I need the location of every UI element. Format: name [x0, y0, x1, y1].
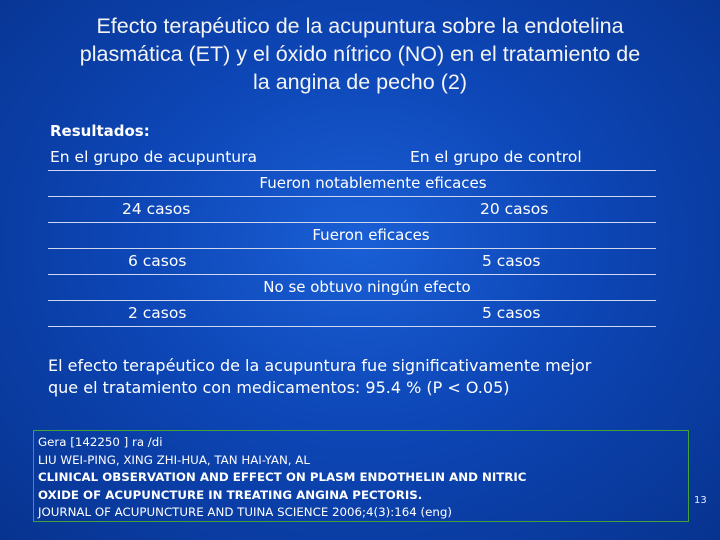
reference-title-line-2: OXIDE OF ACUPUNCTURE IN TREATING ANGINA PECTORIS. — [38, 487, 423, 502]
row-category-3: No se obtuvo ningún efecto — [263, 278, 471, 296]
divider-line — [48, 326, 656, 327]
column-header-acupuncture: En el grupo de acupuntura — [50, 148, 258, 166]
slide-title — [20, 12, 700, 96]
reference-title-line-1: CLINICAL OBSERVATION AND EFFECT ON PLASM ENDOTHELIN AND NITRIC — [38, 470, 527, 485]
row-1-control-value: 20 casos — [480, 200, 549, 218]
row-2-acupuncture-value: 6 casos — [128, 252, 187, 270]
row-category-1: Fueron notablemente eficaces — [259, 174, 487, 192]
conclusion-line-2: que el tratamiento con medicamentos: 95.4 % (P < O.05) — [48, 378, 510, 397]
title-line-3: la angina de pecho (2) — [253, 70, 467, 94]
title-line-2: plasmática (ET) y el óxido nítrico (NO) en el tratamiento de — [79, 42, 641, 66]
conclusion-text — [48, 355, 708, 399]
divider-line — [48, 222, 656, 223]
reference-journal: JOURNAL OF ACUPUNCTURE AND TUINA SCIENCE 2006;4(3):164 (eng) — [38, 505, 452, 520]
divider-line — [48, 300, 656, 301]
reference-authors: LIU WEI-PING, XING ZHI-HUA, TAN HAI-YAN, AL — [38, 452, 310, 467]
row-1-acupuncture-value: 24 casos — [122, 200, 191, 218]
divider-line — [48, 274, 656, 275]
conclusion-line-1: El efecto terapéutico de la acupuntura fue significativamente mejor — [48, 356, 592, 375]
divider-line — [48, 196, 656, 197]
reference-box — [33, 430, 689, 522]
row-3-acupuncture-value: 2 casos — [128, 304, 187, 322]
divider-line — [48, 170, 656, 171]
title-line-1: Efecto terapéutico de la acupuntura sobre la endotelina — [96, 14, 624, 38]
row-2-control-value: 5 casos — [482, 252, 541, 270]
row-3-control-value: 5 casos — [482, 304, 541, 322]
column-header-control: En el grupo de control — [410, 148, 582, 166]
row-category-2: Fueron eficaces — [312, 226, 430, 244]
reference-id: Gera [142250 ] ra /di — [38, 435, 163, 449]
results-label: Resultados: — [50, 122, 150, 140]
page-number: 13 — [694, 495, 707, 506]
divider-line — [48, 248, 656, 249]
